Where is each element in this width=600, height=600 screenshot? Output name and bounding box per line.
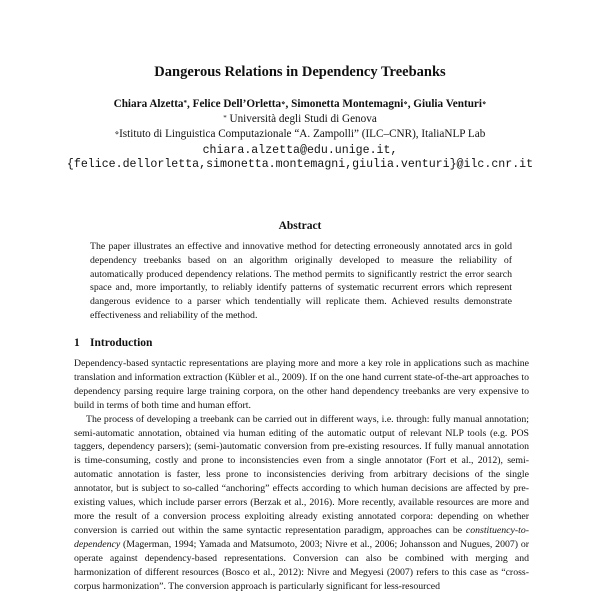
- section-heading: [74, 336, 152, 350]
- abstract-text: The paper illustrates an effective and innovative method for detecting erroneously annotated arcs in gold dependency treebanks based on an algorithm originally developed to measure the reliability of automatically produced dependency relations. The method permits to significantly restrict the error search space and, more importantly, to reliably identify patterns of systematic recurrent errors which represent dangerous evidence to a parser which tendentially will replicate them. Achieved results demonstrate effectiveness and reliability of the method.: [90, 241, 512, 321]
- paragraph: The process of developing a treebank can be carried out in different ways, i.e. through: fully manual annotation; semi-automatic annotation, obtained via human editing of the automatic output of relevant NLP tools (e.g. POS taggers, dependency parsers); (semi-)automatic conversion from pre-existing resources. If fully manual annotation is time-consuming, costly and prone to inconsistencies even from a single annotator (Fort et al., 2012), semi-automatic annotation is faster, less prone to inconsistencies deriving from arbitrary decisions of the single annotator, but is subject to so-called “anchoring” effects according to which human decisions are affected by pre-existing values, which include parser errors (Berzak et al., 2016). More recently, available resources are more and more the result of a conversion process exploiting already existing annotated corpora: depending on whether conversion is carried out within the same syntactic representation paradigm, approaches can be constituency-to-dependency (Magerman, 1994; Yamada and Matsumoto, 2003; Nivre et al., 2006; Johansson and Nugues, 2007) or operate against dependency-based representations. Conversion can also be combined with merging and harmonization of different resources (Bosco et al., 2012): Nivre and Megyesi (2007) refers to this case as “cross-corpus harmonization”. The conversion approach is particularly significant for less-resourced: [74, 413, 529, 592]
- affiliation-ilc: ⋄Istituto di Linguistica Computazionale “A. Zampolli” (ILC–CNR), ItaliaNLP Lab: [114, 128, 486, 140]
- abstract-heading: Abstract: [278, 220, 322, 232]
- section-title: Introduction: [90, 337, 153, 349]
- email-line-2: {felice.dellorletta,simonetta.montemagni,giulia.venturi}@ilc.cnr.it: [66, 158, 534, 171]
- section-number: 1: [74, 337, 80, 349]
- affiliation-genova: * Università degli Studi di Genova: [223, 113, 377, 125]
- email-line-1: chiara.alzetta@edu.unige.it,: [202, 144, 398, 157]
- author-list: [0, 98, 600, 111]
- author: Giulia Venturi⋄: [413, 98, 487, 110]
- paragraph: Dependency-based syntactic representations are playing more and more a key role in applications such as machine translation and information extraction (Kübler et al., 2009). If on the one hand current state-of-the-art approaches to dependency parsing require large training corpora, on the other hand dependency treebanks are very expensive to build in terms of both time and human effort.: [74, 358, 529, 411]
- section-body: [74, 357, 529, 593]
- author: Chiara Alzetta*,: [113, 98, 193, 110]
- paper-title: Dangerous Relations in Dependency Treebanks: [154, 64, 446, 80]
- author: Felice Dell’Orletta⋄,: [192, 98, 292, 110]
- author: Simonetta Montemagni⋄,: [291, 98, 414, 110]
